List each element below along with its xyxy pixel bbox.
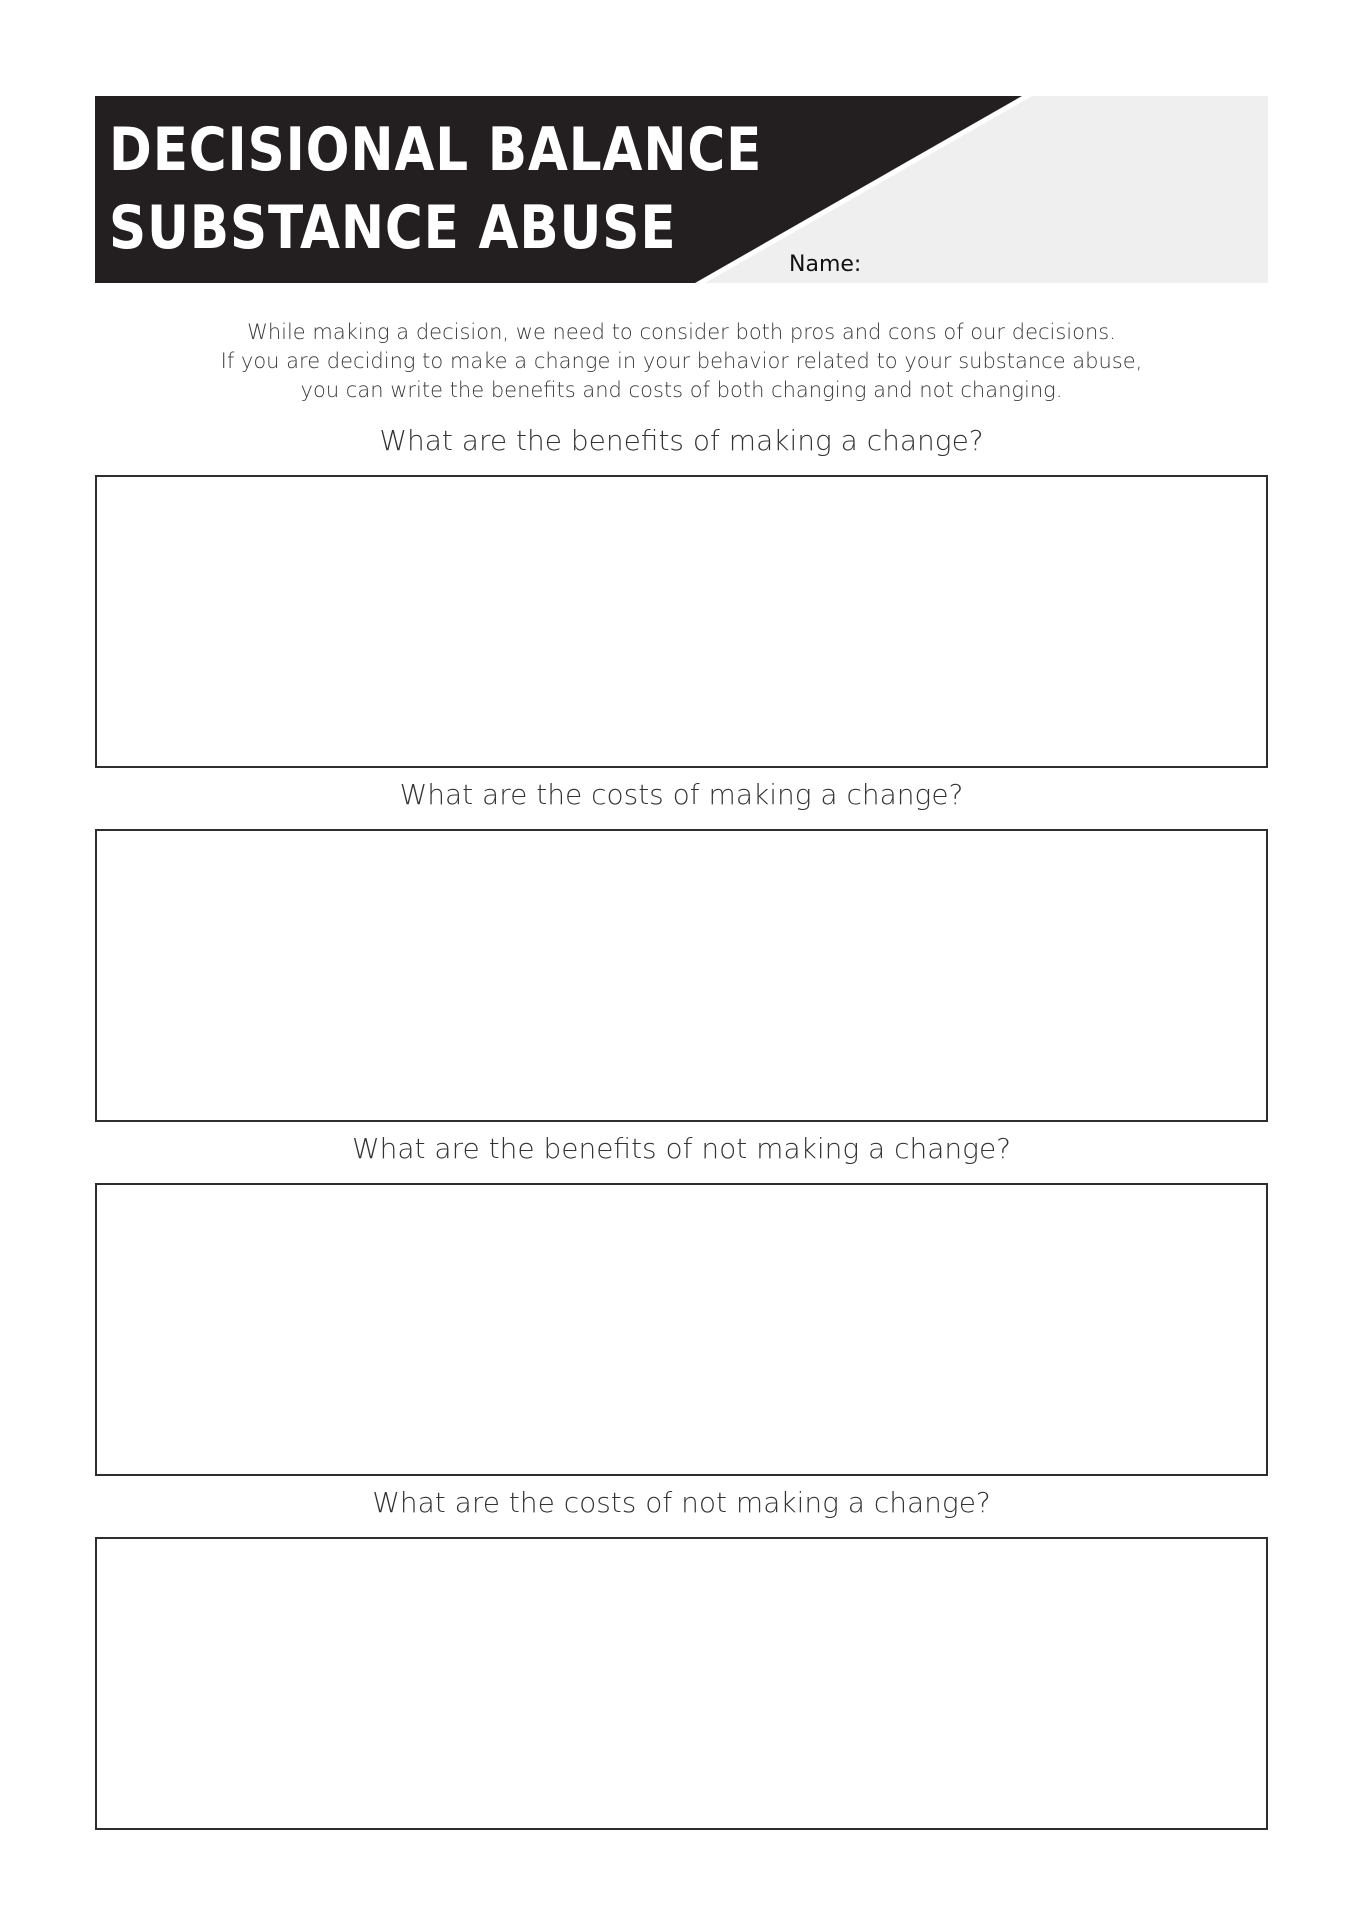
question-costs-no-change: What are the costs of not making a change? xyxy=(372,1486,991,1519)
answer-box-benefits-change[interactable] xyxy=(95,475,1268,768)
intro-line-1: While making a decision, we need to consider both pros and cons of our decisions. xyxy=(247,320,1116,344)
name-field-label[interactable]: Name: xyxy=(789,252,862,277)
answer-box-costs-no-change[interactable] xyxy=(95,1537,1268,1830)
question-costs-change: What are the costs of making a change? xyxy=(399,778,964,811)
intro-text xyxy=(95,318,1268,405)
question-benefits-no-change: What are the benefits of not making a change? xyxy=(351,1132,1012,1165)
answer-box-benefits-no-change[interactable] xyxy=(95,1183,1268,1476)
header-banner xyxy=(95,96,1268,283)
page-title-line-1: DECISIONAL BALANCE xyxy=(109,115,763,185)
answer-box-costs-change[interactable] xyxy=(95,829,1268,1122)
question-benefits-change: What are the benefits of making a change? xyxy=(379,424,984,457)
intro-line-3: you can write the benefits and costs of both changing and not changing. xyxy=(300,378,1063,402)
intro-line-2: If you are deciding to make a change in your behavior related to your substance abuse, xyxy=(220,349,1143,373)
page-title-line-2: SUBSTANCE ABUSE xyxy=(109,193,677,263)
